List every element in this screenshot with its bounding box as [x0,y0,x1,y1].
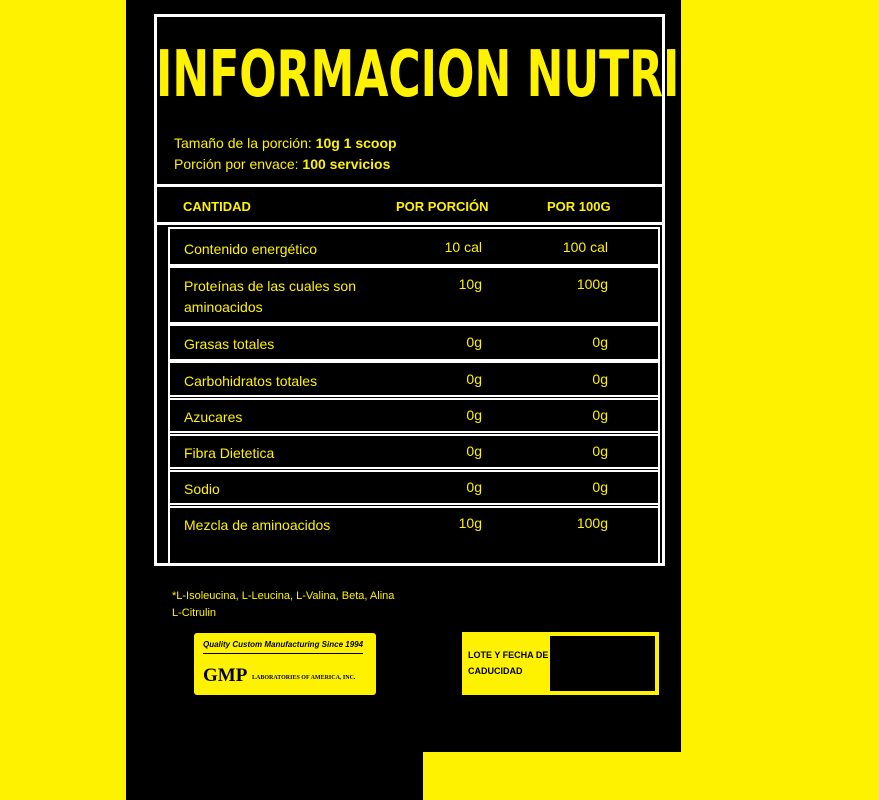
nutrient-name: Carbohidratos totales [184,373,318,389]
table-row [168,395,660,436]
gmp-logo-badge [194,633,376,695]
gmp-name: GMP [203,665,248,686]
per-serving-value: 10 cal [444,239,482,255]
gmp-tagline: Quality Custom Manufacturing Since 1994 [203,640,364,649]
nutrient-name: Contenido energético [184,241,318,257]
header-cantidad: CANTIDAD [183,199,251,214]
table-row [168,322,660,363]
table-row [168,503,660,566]
divider [156,184,663,187]
serving-size-value: 10g 1 scoop [315,135,397,151]
serving-size-label: Tamaño de la porción: [174,135,312,151]
servings-per-container [174,156,390,172]
header-por-100g: POR 100G [547,199,611,214]
table-row [168,264,660,326]
per-100g-value: 0g [592,443,608,459]
per-serving-value: 10g [458,276,482,292]
per-100g-value: 100g [576,515,608,531]
table-row [168,227,660,268]
nutrient-name: Fibra Dietetica [184,445,275,461]
nutrient-name: Grasas totales [184,336,275,352]
servings-per-container-label: Porción por envace: [174,156,299,172]
per-100g-value: 100 cal [562,239,608,255]
nutrient-name: Mezcla de aminoacidos [184,517,331,533]
gmp-rule [203,653,363,654]
serving-size [174,135,397,151]
divider [156,222,663,225]
per-serving-value: 0g [466,334,482,350]
per-100g-value: 0g [592,334,608,350]
table-row [168,359,660,400]
servings-per-container-value: 100 servicios [302,156,391,172]
per-serving-value: 0g [466,443,482,459]
per-100g-value: 100g [576,276,608,292]
page-title: INFORMACION NUTRIMENTAL [156,38,879,112]
per-serving-value: 0g [466,371,482,387]
amino-footnote: *L-Isoleucina, L-Leucina, L-Valina, Beta, Alina L-Citrulin [172,590,395,619]
label-panel-tab [126,752,423,800]
nutrient-name: Sodio [184,481,220,497]
per-serving-value: 0g [466,407,482,423]
lote-label: LOTE Y FECHA DE CADUCIDAD [468,650,549,676]
lote-box [462,632,659,695]
header-por-porcion: POR PORCIÓN [396,199,489,214]
per-serving-value: 0g [466,479,482,495]
table-row [168,467,660,508]
nutrient-name: Proteínas de las cuales son aminoacidos [184,278,356,315]
table-header [156,190,663,222]
gmp-company: LABORATORIES OF AMERICA, INC. [252,675,356,681]
per-100g-value: 0g [592,407,608,423]
table-row [168,431,660,472]
lote-print-area [550,636,655,691]
per-100g-value: 0g [592,371,608,387]
per-100g-value: 0g [592,479,608,495]
nutrient-name: Azucares [184,409,243,425]
per-serving-value: 10g [458,515,482,531]
